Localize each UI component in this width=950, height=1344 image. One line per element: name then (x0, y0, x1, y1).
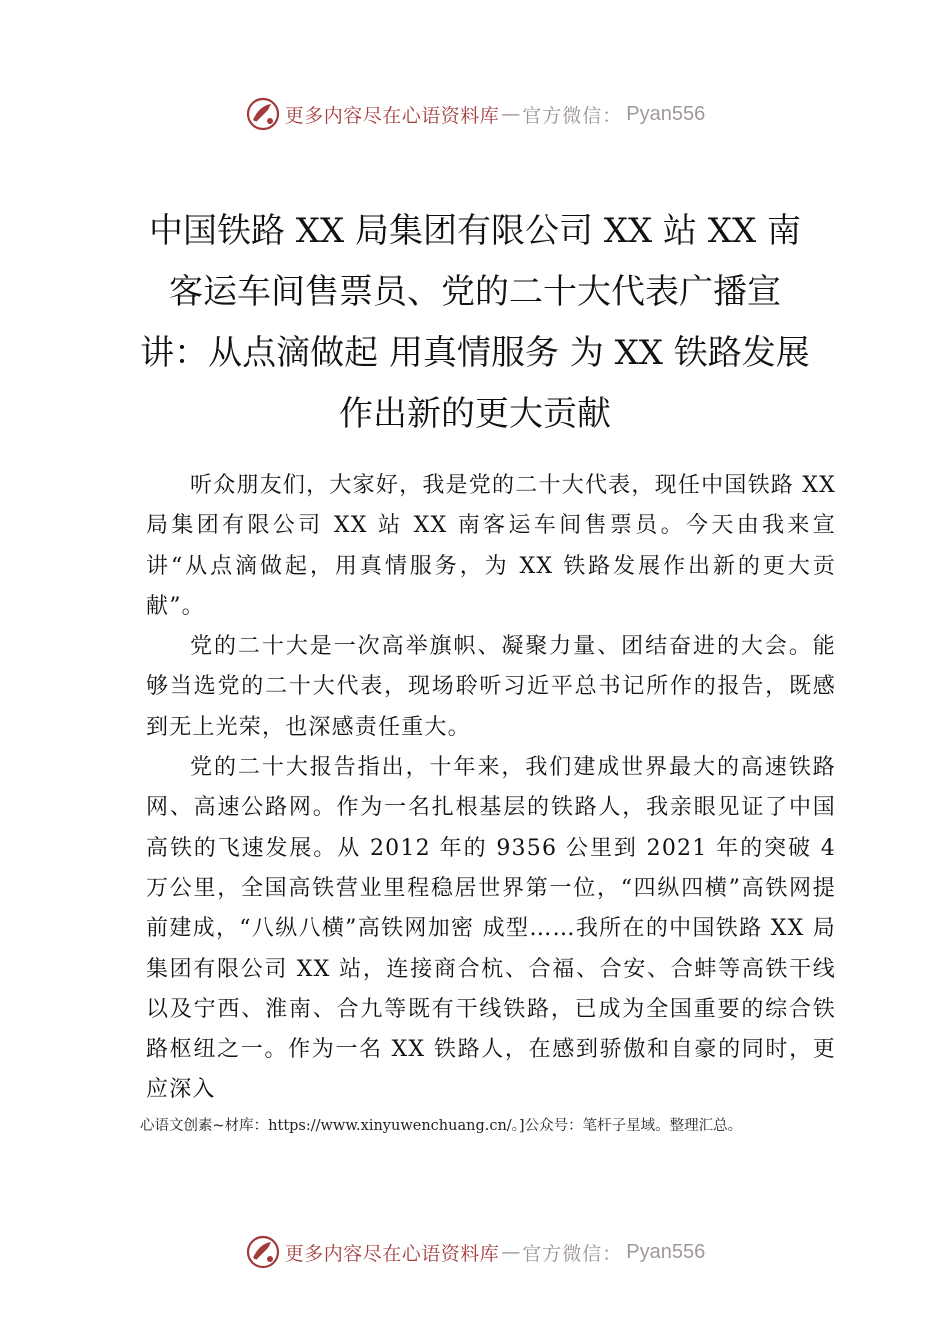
pen-logo-icon (245, 96, 281, 132)
paragraph: 党的二十大报告指出，十年来，我们建成世界最大的高速铁路网、高速公路网。作为一名扎根基层的铁路人，我亲眼见证了中国高铁的飞速发展。从 2012 年的 9356 公里到 2021 年的突破 4 万公里，全国高铁营业里程稳居世界第一位，“四纵四横”高铁网提前建成，“八纵八横”高铁网加密 成型……我所在的中国铁路 XX 局集团有限公司 XX 站，连接商合杭、合福、合安、合蚌等高铁干线以及宁西、淮南、合九等既有干线铁路，已成为全国重要的综合铁路枢纽之一。作为一名 XX 铁路人，在感到骄傲和自豪的同时，更应深入 (146, 755, 836, 1103)
banner-text: 更多内容尽在心语资料库 (284, 104, 500, 127)
banner-text: 更多内容尽在心语资料库 (284, 1242, 500, 1265)
wechat-id: Pyan556 (626, 1240, 706, 1263)
wechat-label: 官方微信： (522, 1242, 623, 1265)
banner-dash: — (501, 103, 521, 125)
pen-logo-icon (245, 1234, 281, 1270)
document-title: 中国铁路 XX 局集团有限公司 XX 站 XX 南客运车间售票员、党的二十大代表广播宣讲：从点滴做起 用真情服务 为 XX 铁路发展作出新的更大贡献 (140, 210, 810, 434)
footer-banner (0, 1232, 950, 1272)
wechat-id: Pyan556 (626, 102, 706, 125)
header-banner (0, 94, 950, 134)
source-note: 心语文创素~材库：https://www.xinyuwenchuang.cn/。]公众号：笔杆子星域。整理汇总。 (140, 1118, 743, 1134)
banner-dash: — (501, 1241, 521, 1263)
paragraph: 党的二十大是一次高举旗帜、凝聚力量、团结奋进的大会。能够当选党的二十大代表，现场聆听习近平总书记所作的报告，既感到无上光荣，也深感责任重大。 (146, 634, 836, 740)
body-text (146, 466, 836, 1111)
paragraph: 听众朋友们，大家好，我是党的二十大代表，现任中国铁路 XX 局集团有限公司 XX 站 XX 南客运车间售票员。今天由我来宣讲“从点滴做起，用真情服务，为 XX 铁路发展作出新的更大贡献”。 (146, 473, 836, 619)
wechat-label: 官方微信： (522, 104, 623, 127)
